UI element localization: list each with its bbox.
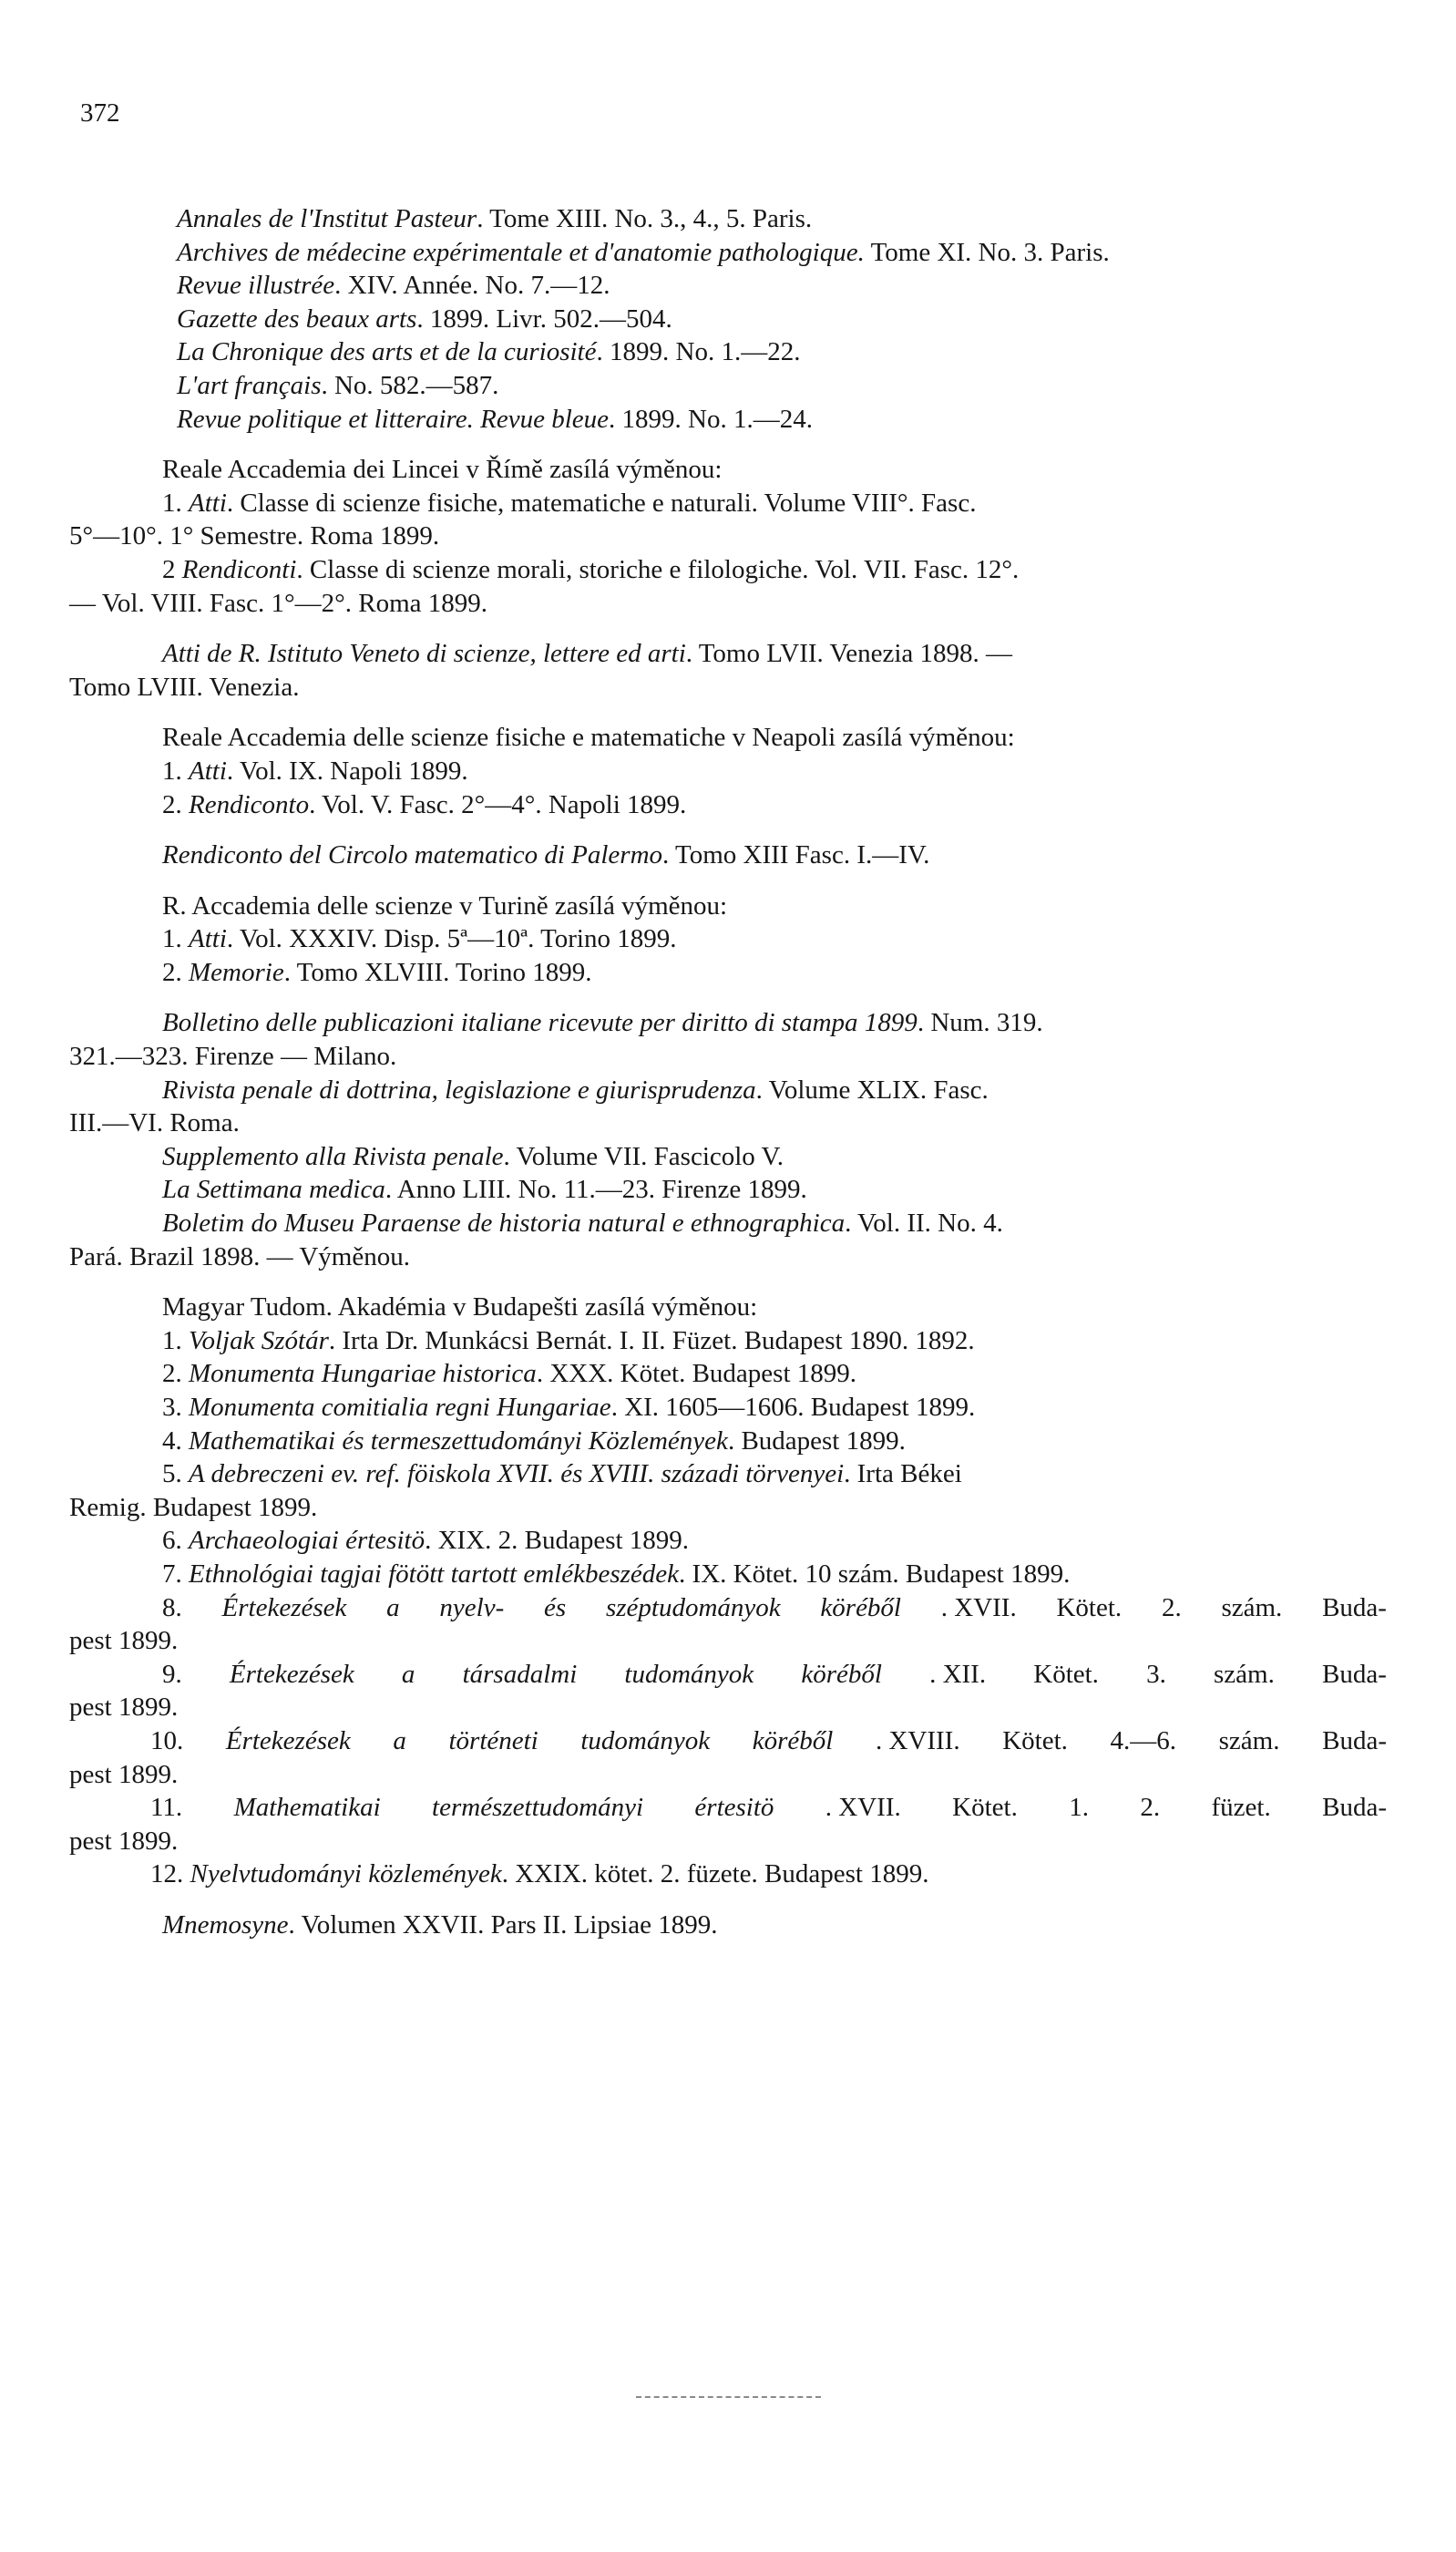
line-text: . XXIX. kötet. 2. füzete. Budapest 1899. — [501, 1859, 929, 1889]
italic-title: tudományok — [580, 1725, 711, 1755]
text-line — [69, 236, 1387, 270]
line-text: . XXX. Kötet. Budapest 1899. — [536, 1359, 856, 1389]
line-text: Tomo LVIII. Venezia. — [69, 672, 300, 702]
line-text: 7. — [162, 1559, 189, 1589]
line-text: pest 1899. — [69, 1693, 179, 1723]
text-line — [69, 269, 1387, 303]
line-text: . Classe di scienze morali, storiche e filologiche. Vol. VII. Fasc. 12°. — [296, 554, 1020, 584]
line-text: 12. — [150, 1859, 190, 1889]
line-text: . Volumen XXVII. Pars II. Lipsiae 1899. — [288, 1909, 718, 1940]
line-text: . 1899. Livr. 502.—504. — [416, 304, 672, 334]
line-text: szám. — [1214, 1659, 1275, 1689]
line-text: 1. — [162, 1325, 189, 1355]
line-text: 2. — [162, 789, 189, 819]
text-line — [69, 520, 1387, 553]
text-line — [69, 587, 1387, 621]
italic-title: Revue illustrée — [177, 271, 335, 301]
text-line — [69, 721, 1387, 755]
italic-title: Archives de médecine expérimentale et d'anatomie pathologique. — [177, 237, 865, 267]
line-text: Kötet. — [1002, 1725, 1068, 1755]
line-text: . Vol. V. Fasc. 2°—4°. Napoli 1899. — [309, 789, 687, 819]
text-line — [69, 1457, 1387, 1491]
line-text: III.—VI. Roma. — [69, 1108, 240, 1138]
text-line — [69, 403, 1387, 437]
italic-title: Atti — [189, 924, 227, 954]
text-line — [69, 1791, 1387, 1825]
line-text: . Anno LIII. No. 11.—23. Firenze 1899. — [385, 1175, 807, 1205]
line-text: 1. — [162, 488, 189, 518]
line-text: . Tomo XIII Fasc. I.—IV. — [662, 840, 930, 870]
line-text: Buda- — [1322, 1793, 1387, 1823]
text-line — [69, 1173, 1387, 1207]
line-text: 5. — [162, 1459, 189, 1489]
italic-title: Mathematikai és termeszettudományi Közlemények — [189, 1425, 728, 1456]
paragraph-gap — [69, 989, 1387, 1006]
page-number: 372 — [80, 98, 120, 128]
text-line — [69, 839, 1387, 872]
line-text: 5°—10°. 1° Semestre. Roma 1899. — [69, 521, 440, 551]
line-text: Buda- — [1322, 1592, 1387, 1622]
line-text: szám. — [1221, 1592, 1283, 1622]
line-text: . Classe di scienze fisiche, matematiche e naturali. Volume VIII°. Fasc. — [226, 488, 977, 518]
entry-block — [69, 890, 1387, 990]
text-line — [69, 1857, 1387, 1891]
line-text: . XVIII. — [875, 1725, 960, 1755]
italic-title: a — [393, 1725, 406, 1755]
line-text: pest 1899. — [69, 1626, 179, 1656]
line-text: . XVII. — [825, 1793, 901, 1823]
closing-rule — [636, 2396, 821, 2398]
line-text: 3. — [162, 1393, 189, 1422]
line-text: 3. — [1146, 1659, 1166, 1689]
text-line — [69, 1624, 1387, 1658]
italic-title: köréből — [801, 1659, 882, 1689]
italic-title: Annales de l'Institut Pasteur — [177, 204, 477, 233]
line-text: Magyar Tudom. Akadémia v Budapešti zasílá výměnou: — [162, 1292, 758, 1322]
paragraph-gap — [69, 436, 1387, 453]
line-text: 2. — [1161, 1592, 1182, 1622]
entry-block — [69, 721, 1387, 821]
text-line — [69, 1724, 1387, 1758]
line-text: 9. — [162, 1659, 182, 1689]
text-line — [69, 1207, 1387, 1240]
text-line — [69, 1074, 1387, 1107]
text-line — [69, 890, 1387, 923]
italic-title: Ethnológiai tagjai fötött tartott emlékbeszédek — [189, 1559, 680, 1589]
line-text: 2. — [162, 1359, 189, 1389]
line-text: Kötet. — [1056, 1592, 1123, 1622]
paragraph-gap — [69, 1891, 1387, 1909]
line-text: füzet. — [1211, 1793, 1271, 1823]
italic-title: Atti de R. Istituto Veneto di scienze, lettere ed arti — [162, 639, 686, 669]
line-text: . XI. 1605—1606. Budapest 1899. — [610, 1393, 976, 1422]
text-line — [69, 1106, 1387, 1140]
italic-title: Értekezések — [225, 1725, 351, 1755]
text-line — [69, 1006, 1387, 1040]
text-line — [69, 755, 1387, 788]
line-text: R. Accademia delle scienze v Turině zasílá výměnou: — [162, 890, 728, 921]
italic-title: Atti — [189, 488, 227, 518]
line-text: Buda- — [1322, 1725, 1387, 1755]
line-text: . Budapest 1899. — [727, 1425, 906, 1456]
line-text: . 1899. No. 1.—22. — [596, 337, 801, 367]
line-text: Kötet. — [1033, 1659, 1099, 1689]
text-line — [69, 1291, 1387, 1324]
line-text: . Tomo XLVIII. Torino 1899. — [283, 957, 592, 987]
page-text — [69, 202, 1387, 1942]
entry-block — [69, 637, 1387, 704]
line-text: Reale Accademia delle scienze fisiche e matematiche v Neapoli zasílá výměnou: — [162, 723, 1015, 753]
line-text: . Irta Dr. Munkácsi Bernát. I. II. Füzet. Budapest 1890. 1892. — [328, 1325, 975, 1355]
italic-title: és — [544, 1592, 567, 1622]
italic-title: Értekezések — [221, 1592, 347, 1622]
line-text: . XVII. — [940, 1592, 1017, 1622]
line-text: 4.—6. — [1110, 1725, 1177, 1755]
line-text: pest 1899. — [69, 1826, 179, 1856]
italic-title: természettudományi — [432, 1793, 644, 1823]
line-text: . Vol. IX. Napoli 1899. — [226, 756, 468, 786]
italic-title: tudományok — [624, 1659, 754, 1689]
line-text: . XII. — [929, 1659, 987, 1689]
line-text: 2. — [1140, 1793, 1161, 1823]
entry-block — [69, 839, 1387, 872]
text-line — [69, 1324, 1387, 1358]
entry-block — [69, 1909, 1387, 1942]
line-text: Reale Accademia dei Lincei v Římě zasílá výměnou: — [162, 455, 723, 485]
line-text: Pará. Brazil 1898. — Výměnou. — [69, 1241, 410, 1271]
line-text: . XIV. Année. No. 7.—12. — [334, 271, 610, 301]
text-line — [69, 956, 1387, 990]
italic-title: Voljak Szótár — [189, 1325, 329, 1355]
text-line — [69, 335, 1387, 369]
italic-title: Supplemento alla Rivista penale — [162, 1141, 504, 1171]
line-text: Remig. Budapest 1899. — [69, 1492, 318, 1522]
italic-title: Monumenta Hungariae historica — [189, 1359, 537, 1389]
text-line — [69, 637, 1387, 671]
line-text: . Tomo LVII. Venezia 1898. — — [685, 639, 1013, 669]
italic-title: Boletim do Museu Paraense de historia natural e ethnographica — [162, 1209, 846, 1239]
italic-title: Mnemosyne — [162, 1909, 289, 1940]
italic-title: társadalmi — [462, 1659, 578, 1689]
italic-title: Atti — [189, 756, 227, 786]
text-line — [69, 1658, 1387, 1692]
italic-title: Mathematikai — [233, 1793, 381, 1823]
line-text: 6. — [162, 1526, 189, 1556]
line-text: . Vol. II. No. 4. — [845, 1209, 1003, 1239]
line-text: 11. — [150, 1793, 183, 1823]
italic-title: Rendiconto del Circolo matematico di Palermo — [162, 840, 663, 870]
italic-title: Bolletino delle publicazioni italiane ricevute per diritto di stampa 1899 — [162, 1008, 918, 1038]
line-text: 1. — [1069, 1793, 1089, 1823]
italic-title: Revue politique et litteraire. Revue bleue — [177, 404, 610, 434]
italic-title: L'art français — [177, 370, 322, 400]
line-text: . IX. Kötet. 10 szám. Budapest 1899. — [679, 1559, 1071, 1589]
paragraph-gap — [69, 872, 1387, 890]
text-line — [69, 1140, 1387, 1174]
text-line — [69, 1524, 1387, 1558]
italic-title: A debreczeni ev. ref. föiskola XVII. és XVIII. századi törvenyei — [189, 1459, 845, 1489]
line-text: . XIX. 2. Budapest 1899. — [425, 1526, 690, 1556]
line-text: 2. — [162, 957, 189, 987]
text-line — [69, 1391, 1387, 1425]
entry-block — [69, 453, 1387, 620]
line-text: 2 — [162, 554, 182, 584]
italic-title: Rivista penale di dottrina, legislazione e giurisprudenza — [162, 1075, 756, 1105]
line-text: 4. — [162, 1425, 189, 1456]
italic-title: köréből — [752, 1725, 834, 1755]
entry-block — [69, 1006, 1387, 1273]
line-text: . Volume XLIX. Fasc. — [755, 1075, 989, 1105]
line-text: 321.—323. Firenze — Milano. — [69, 1042, 397, 1072]
text-line — [69, 369, 1387, 403]
italic-title: Monumenta comitialia regni Hungariae — [189, 1393, 611, 1422]
italic-title: Rendiconti — [181, 554, 297, 584]
italic-title: széptudományok — [605, 1592, 781, 1622]
text-line — [69, 1591, 1387, 1625]
text-line — [69, 1425, 1387, 1458]
line-text: . 1899. No. 1.—24. — [609, 404, 813, 434]
text-line — [69, 1825, 1387, 1858]
italic-title: Értekezések — [229, 1659, 354, 1689]
italic-title: nyelv- — [439, 1592, 505, 1622]
text-line — [69, 1491, 1387, 1525]
italic-title: történeti — [448, 1725, 538, 1755]
line-text: pest 1899. — [69, 1759, 179, 1789]
text-line — [69, 1040, 1387, 1074]
line-text: . Irta Békei — [844, 1459, 962, 1489]
italic-title: Nyelvtudományi közlemények — [190, 1859, 502, 1889]
line-text: 8. — [162, 1592, 182, 1622]
line-text: — Vol. VIII. Fasc. 1°—2°. Roma 1899. — [69, 588, 488, 618]
text-line — [69, 788, 1387, 822]
line-text: 1. — [162, 924, 189, 954]
italic-title: Memorie — [189, 957, 284, 987]
entry-block — [69, 202, 1387, 436]
line-text: 10. — [150, 1725, 184, 1755]
text-line — [69, 1758, 1387, 1792]
text-line — [69, 671, 1387, 705]
line-text: . Num. 319. — [917, 1008, 1043, 1038]
line-text: 1. — [162, 756, 189, 786]
italic-title: a — [386, 1592, 400, 1622]
text-line — [69, 1691, 1387, 1724]
entry-block — [69, 1291, 1387, 1891]
line-text: Buda- — [1322, 1659, 1387, 1689]
text-line — [69, 487, 1387, 520]
line-text: . No. 582.—587. — [321, 370, 499, 400]
italic-title: értesitö — [694, 1793, 774, 1823]
text-line — [69, 1909, 1387, 1942]
italic-title: Gazette des beaux arts — [177, 304, 417, 334]
text-line — [69, 553, 1387, 587]
text-line — [69, 1558, 1387, 1591]
paragraph-gap — [69, 821, 1387, 839]
italic-title: Archaeologiai értesitö — [189, 1526, 426, 1556]
italic-title: La Chronique des arts et de la curiosité — [177, 337, 597, 367]
italic-title: La Settimana medica — [162, 1175, 385, 1205]
italic-title: Rendiconto — [189, 789, 310, 819]
paragraph-gap — [69, 620, 1387, 637]
text-line — [69, 303, 1387, 336]
italic-title: köréből — [820, 1592, 901, 1622]
text-line — [69, 1240, 1387, 1274]
line-text: Tome XI. No. 3. Paris. — [864, 237, 1110, 267]
text-line — [69, 922, 1387, 956]
line-text: Kötet. — [952, 1793, 1018, 1823]
text-line — [69, 453, 1387, 487]
paragraph-gap — [69, 1273, 1387, 1291]
italic-title: a — [401, 1659, 415, 1689]
text-line — [69, 202, 1387, 236]
paragraph-gap — [69, 704, 1387, 721]
line-text: . Vol. XXXIV. Disp. 5ª—10ª. Torino 1899. — [226, 924, 677, 954]
text-line — [69, 1357, 1387, 1391]
line-text: . Tome XIII. No. 3., 4., 5. Paris. — [477, 204, 813, 233]
line-text: . Volume VII. Fascicolo V. — [503, 1141, 784, 1171]
line-text: szám. — [1218, 1725, 1280, 1755]
